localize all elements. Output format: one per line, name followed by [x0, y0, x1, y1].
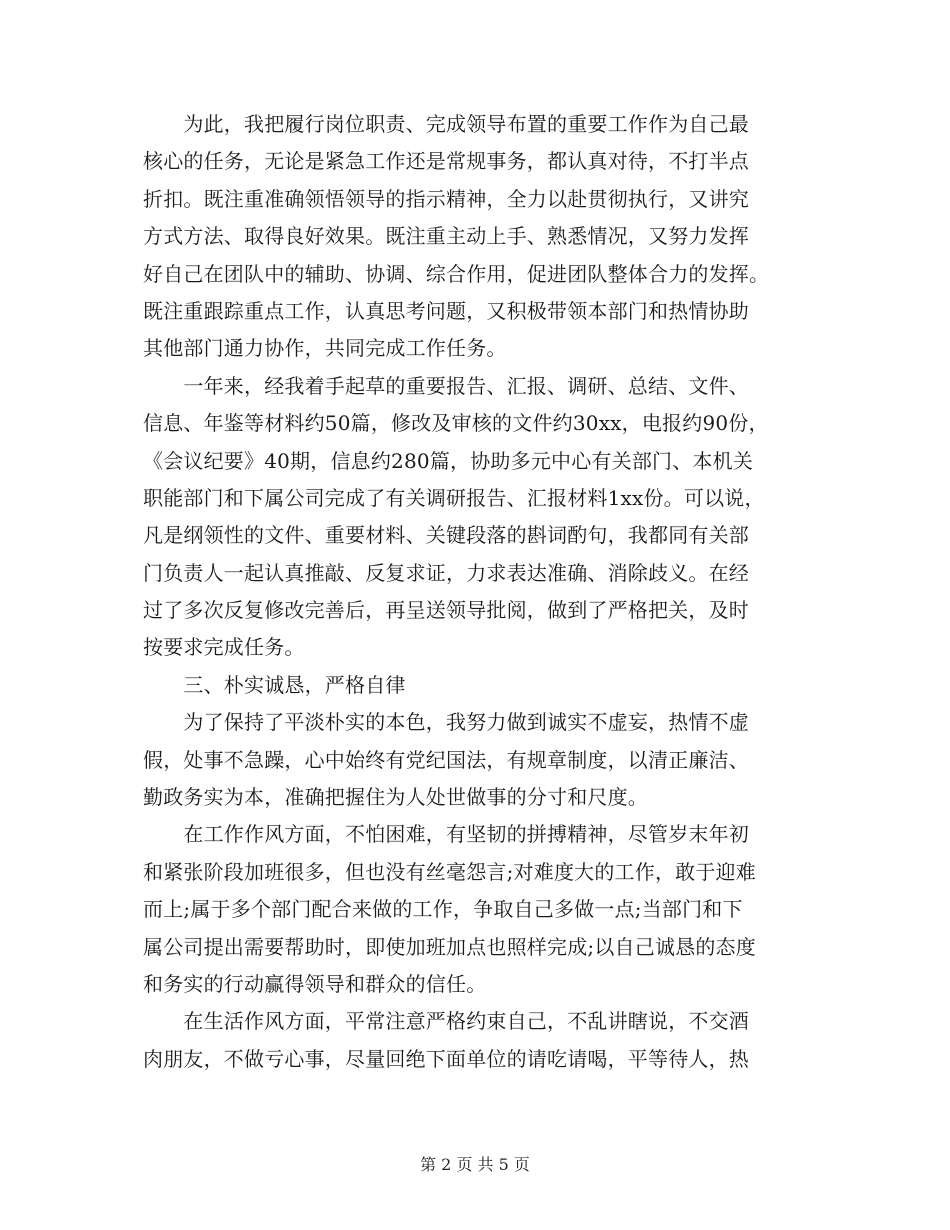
text-line: 折扣。既注重准确领悟领导的指示精神，全力以赴贯彻执行，又讲究: [143, 186, 749, 211]
page-number: 第 2 页 共 5 页: [420, 1155, 530, 1174]
text-line: 肉朋友，不做亏心事，尽量回绝下面单位的请吃请喝，平等待人，热: [143, 1046, 749, 1071]
text-line: 职能部门和下属公司完成了有关调研报告、汇报材料1xx份。可以说，: [143, 485, 765, 510]
text-line: 和务实的行动赢得领导和群众的信任。: [143, 971, 487, 996]
text-line: 既注重跟踪重点工作，认真思考问题，又积极带领本部门和热情协助: [143, 298, 749, 323]
text-line: 在工作作风方面，不怕困难，有坚韧的拼搏精神，尽管岁末年初: [143, 822, 749, 847]
section-heading: 三、朴实诚恳，严格自律: [143, 672, 406, 697]
text-line: 假，处事不急躁，心中始终有党纪国法，有规章制度，以清正廉洁、: [143, 747, 749, 772]
text-line: 信息、年鉴等材料约50篇，修改及审核的文件约30xx，电报约90份，: [143, 411, 769, 436]
text-line: 核心的任务，无论是紧急工作还是常规事务，都认真对待，不打半点: [143, 149, 749, 174]
text-line: 《会议纪要》40期，信息约280篇，协助多元中心有关部门、本机关: [143, 448, 754, 473]
text-line: 方式方法、取得良好效果。既注重主动上手、熟悉情况，又努力发挥: [143, 224, 749, 249]
text-line: 为此，我把履行岗位职责、完成领导布置的重要工作作为自己最: [143, 112, 749, 136]
text-line: 其他部门通力协作，共同完成工作任务。: [143, 336, 507, 361]
body-text: [143, 106, 807, 1078]
text-line: 过了多次反复修改完善后，再呈送领导批阅，做到了严格把关，及时: [143, 598, 749, 623]
text-line: 在生活作风方面，平常注意严格约束自己，不乱讲瞎说，不交酒: [143, 1009, 749, 1034]
text-line: 好自己在团队中的辅助、协调、综合作用，促进团队整体合力的发挥。: [143, 261, 770, 286]
text-line: 为了保持了平淡朴实的本色，我努力做到诚实不虚妄，热情不虚: [143, 710, 749, 735]
text-line: 按要求完成任务。: [143, 635, 305, 660]
text-line: 一年来，经我着手起草的重要报告、汇报、调研、总结、文件、: [143, 373, 749, 398]
text-line: 属公司提出需要帮助时，即使加班加点也照样完成;以自己诚恳的态度: [143, 934, 756, 959]
text-line: 凡是纲领性的文件、重要材料、关键段落的斟词酌句，我都同有关部: [143, 523, 749, 548]
text-line: 门负责人一起认真推敲、反复求证，力求表达准确、消除歧义。在经: [143, 560, 749, 585]
text-line: 和紧张阶段加班很多，但也没有丝毫怨言;对难度大的工作，敢于迎难: [143, 859, 756, 884]
text-line: 而上;属于多个部门配合来做的工作，争取自己多做一点;当部门和下: [143, 897, 743, 922]
text-line: 勤政务实为本，准确把握住为人处世做事的分寸和尺度。: [143, 785, 648, 810]
